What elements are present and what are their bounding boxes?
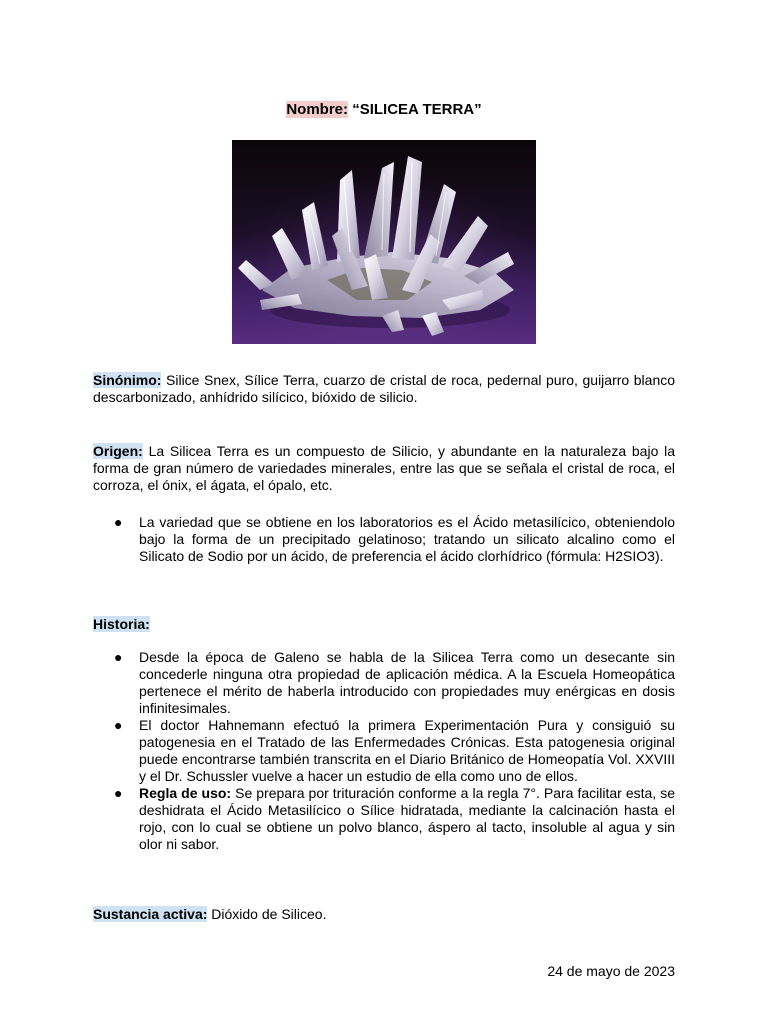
list-item [93,717,675,785]
origen-label: Origen: [93,443,143,459]
sustancia-paragraph [93,906,675,923]
bullet-icon: ● [114,649,123,665]
sinonimo-text: Silice Snex, Sílice Terra, cuarzo de cristal de roca, pedernal puro, guijarro blanco descarbonizado, anhídrido silícico, bióxido de silicio. [93,372,676,405]
origen-bullet-list [93,514,675,565]
bullet-icon: ● [114,717,123,733]
page-title [0,100,768,120]
historia-heading [93,616,675,633]
list-item [93,514,675,565]
sinonimo-paragraph [93,372,675,406]
list-item [93,649,675,717]
sinonimo-label: Sinónimo: [93,372,162,388]
historia-label: Historia: [93,616,150,632]
list-item-text: El doctor Hahnemann efectuó la primera Experimentación Pura y consiguió su patogenesia en el Tratado de las Enfermedades Crónicas. Esta patogenesia original puede encontrarse también transcrita en el Diario Británico de Homeopatía Vol. XXVIII y el Dr. Schussler vuelve a hacer un estudio de ella como uno de ellos. [139,717,675,784]
list-item [93,785,675,853]
list-item-text: Desde la época de Galeno se habla de la Silicea Terra como un desecante sin concederle ninguna otra propiedad de aplicación médica. A la Escuela Homeopática pertenece el mérito de haberla introducido con propiedades muy enérgicas en dosis infinitesimales. [139,649,675,716]
document-date: 24 de mayo de 2023 [547,963,675,979]
list-item-text: Se prepara por trituración conforme a la regla 7°. Para facilitar esta, se deshidrata el Ácido Metasilícico o Sílice hidratada, mediante la calcinación hasta el rojo, con lo cual se obtiene un polvo blanco, áspero al tacto, insoluble al agua y sin olor ni sabor. [139,785,676,852]
list-item-lead: Regla de uso: [139,785,232,801]
historia-bullet-list [93,649,675,853]
list-item-text: La variedad que se obtiene en los laboratorios es el Ácido metasilícico, obteniendolo bajo la forma de un precipitado gelatinoso; tratando un silicato alcalino como el Silicato de Sodio por un ácido, de preferencia el ácido clorhídrico (fórmula: H2SIO3). [139,514,675,564]
origen-text: La Silicea Terra es un compuesto de Silicio, y abundante en la naturaleza bajo la forma de gran número de variedades minerales, entre las que se señala el cristal de roca, el corroza, el ónix, el ágata, el ópalo, etc. [93,443,676,493]
sustancia-label: Sustancia activa: [93,906,208,922]
title-value: “SILICEA TERRA” [352,101,482,118]
bullet-icon: ● [114,785,123,801]
bullet-icon: ● [114,514,123,530]
quartz-crystal-photo [232,140,536,344]
origen-paragraph [93,443,675,494]
title-label: Nombre: [286,101,349,118]
sustancia-text: Dióxido de Siliceo. [207,906,327,922]
